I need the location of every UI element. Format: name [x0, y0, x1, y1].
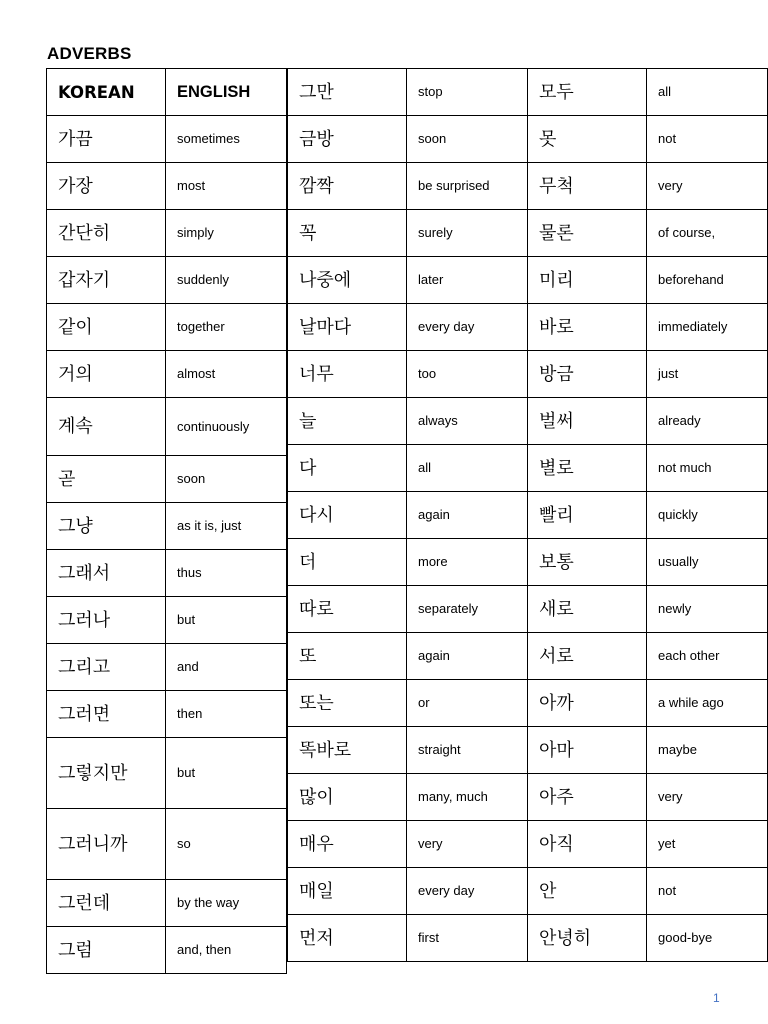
- korean-word: 그러나: [47, 597, 166, 644]
- korean-word: 새로: [528, 586, 647, 633]
- english-meaning: very: [407, 821, 528, 868]
- table-row: [288, 492, 528, 539]
- korean-word: 가끔: [47, 116, 166, 163]
- korean-word: 그러면: [47, 691, 166, 738]
- english-meaning: each other: [647, 633, 768, 680]
- korean-word: 갑자기: [47, 257, 166, 304]
- page-heading: ADVERBS: [47, 44, 132, 63]
- english-meaning: very: [647, 774, 768, 821]
- english-meaning: or: [407, 680, 528, 727]
- korean-word: 같이: [47, 304, 166, 351]
- korean-word: 더: [288, 539, 407, 586]
- korean-word: 아주: [528, 774, 647, 821]
- korean-word: 가장: [47, 163, 166, 210]
- korean-word: 벌써: [528, 398, 647, 445]
- english-meaning: stop: [407, 69, 528, 116]
- korean-word: 그럼: [47, 927, 166, 974]
- table-row: [288, 69, 528, 116]
- table-row: [528, 633, 768, 680]
- english-meaning: then: [166, 691, 287, 738]
- korean-word: 별로: [528, 445, 647, 492]
- table-row: [288, 398, 528, 445]
- table-row: [47, 163, 287, 210]
- korean-word: 매일: [288, 868, 407, 915]
- english-meaning: together: [166, 304, 287, 351]
- table-row: [528, 398, 768, 445]
- table-row: [528, 539, 768, 586]
- korean-word: 나중에: [288, 257, 407, 304]
- korean-word: 아마: [528, 727, 647, 774]
- table-row: [47, 503, 287, 550]
- table-row: [528, 586, 768, 633]
- korean-word: 많이: [288, 774, 407, 821]
- english-meaning: not: [647, 868, 768, 915]
- english-meaning: suddenly: [166, 257, 287, 304]
- english-meaning: straight: [407, 727, 528, 774]
- english-meaning: all: [647, 69, 768, 116]
- english-meaning: again: [407, 633, 528, 680]
- table-row: [288, 680, 528, 727]
- korean-word: 또: [288, 633, 407, 680]
- table-row: [47, 809, 287, 880]
- korean-word: 아까: [528, 680, 647, 727]
- table-row: [528, 915, 768, 962]
- table-row: [528, 868, 768, 915]
- english-meaning: more: [407, 539, 528, 586]
- table-row: [288, 774, 528, 821]
- table-row: [528, 727, 768, 774]
- korean-word: 간단히: [47, 210, 166, 257]
- english-meaning: beforehand: [647, 257, 768, 304]
- korean-word: 거의: [47, 351, 166, 398]
- english-meaning: many, much: [407, 774, 528, 821]
- korean-word: 그만: [288, 69, 407, 116]
- english-meaning: all: [407, 445, 528, 492]
- vocab-table-1: [46, 68, 287, 974]
- table-row: [47, 398, 287, 456]
- table-row: [47, 210, 287, 257]
- korean-word: 안녕히: [528, 915, 647, 962]
- english-meaning: sometimes: [166, 116, 287, 163]
- table-row: [47, 550, 287, 597]
- english-meaning: soon: [166, 456, 287, 503]
- korean-word: 빨리: [528, 492, 647, 539]
- english-meaning: very: [647, 163, 768, 210]
- table-row: [288, 633, 528, 680]
- english-meaning: separately: [407, 586, 528, 633]
- english-meaning: a while ago: [647, 680, 768, 727]
- english-meaning: every day: [407, 304, 528, 351]
- table-row: [288, 727, 528, 774]
- english-meaning: later: [407, 257, 528, 304]
- korean-word: 먼저: [288, 915, 407, 962]
- english-meaning: continuously: [166, 398, 287, 456]
- english-meaning: just: [647, 351, 768, 398]
- table-row: [528, 821, 768, 868]
- table-row: [288, 821, 528, 868]
- english-meaning: so: [166, 809, 287, 880]
- table-row: [288, 210, 528, 257]
- table-row: [288, 539, 528, 586]
- header-english: ENGLISH: [166, 69, 287, 116]
- table-row: [288, 163, 528, 210]
- table-row: [288, 351, 528, 398]
- english-meaning: by the way: [166, 880, 287, 927]
- korean-word: 그런데: [47, 880, 166, 927]
- table-row: [528, 351, 768, 398]
- table-row: [47, 691, 287, 738]
- korean-word: 안: [528, 868, 647, 915]
- table-row: [528, 116, 768, 163]
- table-row: [528, 257, 768, 304]
- english-meaning: good-bye: [647, 915, 768, 962]
- vocab-table-3: [527, 68, 768, 962]
- korean-word: 똑바로: [288, 727, 407, 774]
- table-row: [528, 445, 768, 492]
- vocab-table-2: [287, 68, 528, 962]
- english-meaning: and: [166, 644, 287, 691]
- english-meaning: and, then: [166, 927, 287, 974]
- korean-word: 서로: [528, 633, 647, 680]
- english-meaning: not: [647, 116, 768, 163]
- korean-word: 방금: [528, 351, 647, 398]
- table-row: [47, 116, 287, 163]
- table-row: [288, 304, 528, 351]
- korean-word: 금방: [288, 116, 407, 163]
- table-row: [47, 304, 287, 351]
- korean-word: 깜짝: [288, 163, 407, 210]
- table-row: [528, 163, 768, 210]
- korean-word: 보통: [528, 539, 647, 586]
- table-row: [528, 774, 768, 821]
- korean-word: 꼭: [288, 210, 407, 257]
- english-meaning: almost: [166, 351, 287, 398]
- english-meaning: but: [166, 738, 287, 809]
- english-meaning: immediately: [647, 304, 768, 351]
- english-meaning: always: [407, 398, 528, 445]
- table-row: [47, 644, 287, 691]
- korean-word: 그리고: [47, 644, 166, 691]
- table-row: [528, 680, 768, 727]
- table-row: [47, 880, 287, 927]
- header-korean: KOREAN: [47, 69, 166, 116]
- korean-word: 모두: [528, 69, 647, 116]
- english-meaning: but: [166, 597, 287, 644]
- korean-word: 늘: [288, 398, 407, 445]
- table-row: [288, 116, 528, 163]
- table-row: [528, 304, 768, 351]
- korean-word: 너무: [288, 351, 407, 398]
- english-meaning: surely: [407, 210, 528, 257]
- table-header-row: [47, 69, 287, 116]
- korean-word: 물론: [528, 210, 647, 257]
- english-meaning: be surprised: [407, 163, 528, 210]
- korean-word: 따로: [288, 586, 407, 633]
- english-meaning: of course,: [647, 210, 768, 257]
- korean-word: 그래서: [47, 550, 166, 597]
- table-row: [47, 597, 287, 644]
- english-meaning: yet: [647, 821, 768, 868]
- english-meaning: already: [647, 398, 768, 445]
- english-meaning: again: [407, 492, 528, 539]
- table-row: [47, 927, 287, 974]
- table-row: [47, 738, 287, 809]
- korean-word: 아직: [528, 821, 647, 868]
- english-meaning: thus: [166, 550, 287, 597]
- korean-word: 곧: [47, 456, 166, 503]
- korean-word: 계속: [47, 398, 166, 456]
- table-row: [288, 257, 528, 304]
- korean-word: 그러니까: [47, 809, 166, 880]
- table-row: [288, 445, 528, 492]
- english-meaning: maybe: [647, 727, 768, 774]
- table-row: [47, 351, 287, 398]
- table-row: [288, 868, 528, 915]
- table-row: [47, 257, 287, 304]
- korean-word: 다: [288, 445, 407, 492]
- page-number: 1: [713, 991, 720, 1005]
- english-meaning: quickly: [647, 492, 768, 539]
- korean-word: 날마다: [288, 304, 407, 351]
- korean-word: 무척: [528, 163, 647, 210]
- table-row: [528, 492, 768, 539]
- english-meaning: most: [166, 163, 287, 210]
- english-meaning: as it is, just: [166, 503, 287, 550]
- korean-word: 또는: [288, 680, 407, 727]
- english-meaning: first: [407, 915, 528, 962]
- table-row: [288, 915, 528, 962]
- english-meaning: newly: [647, 586, 768, 633]
- korean-word: 그냥: [47, 503, 166, 550]
- table-row: [528, 69, 768, 116]
- korean-word: 못: [528, 116, 647, 163]
- english-meaning: not much: [647, 445, 768, 492]
- table-row: [47, 456, 287, 503]
- korean-word: 바로: [528, 304, 647, 351]
- korean-word: 그렇지만: [47, 738, 166, 809]
- english-meaning: soon: [407, 116, 528, 163]
- table-row: [528, 210, 768, 257]
- korean-word: 매우: [288, 821, 407, 868]
- english-meaning: every day: [407, 868, 528, 915]
- english-meaning: too: [407, 351, 528, 398]
- english-meaning: usually: [647, 539, 768, 586]
- table-row: [288, 586, 528, 633]
- korean-word: 다시: [288, 492, 407, 539]
- korean-word: 미리: [528, 257, 647, 304]
- english-meaning: simply: [166, 210, 287, 257]
